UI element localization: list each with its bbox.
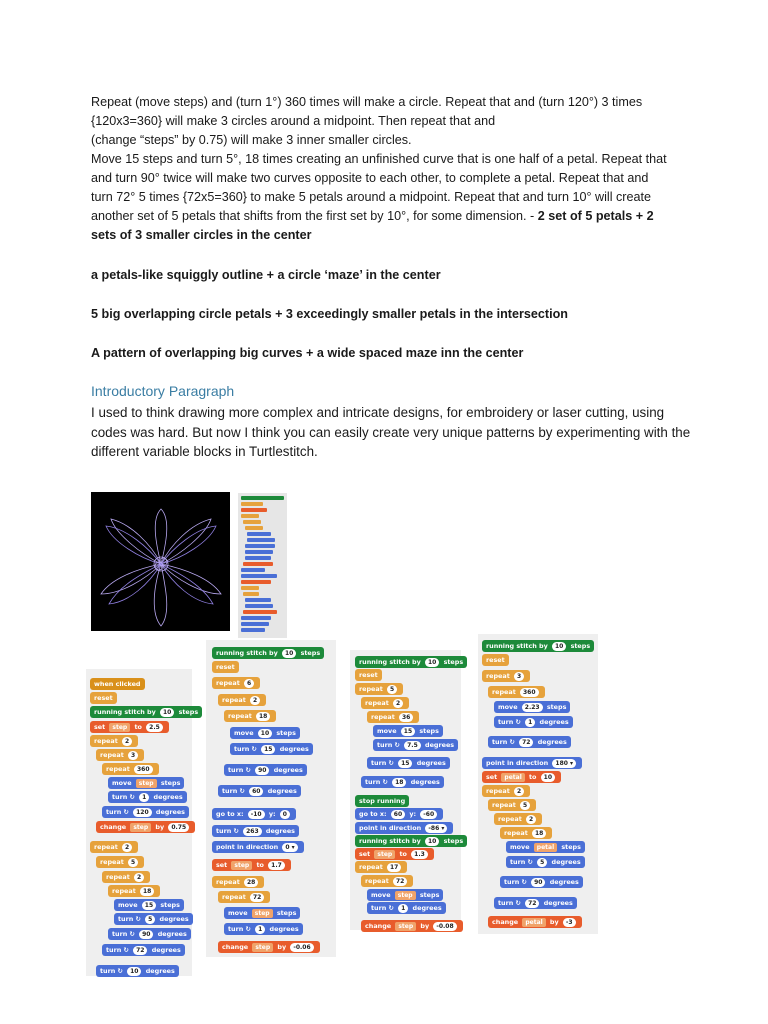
motion-block[interactable] xyxy=(355,808,443,820)
block-label: degrees xyxy=(549,858,581,866)
pattern-render-image xyxy=(91,492,230,631)
variable-block[interactable] xyxy=(361,920,463,932)
block-label: y: xyxy=(407,810,419,818)
control-block[interactable] xyxy=(102,763,159,775)
block-input[interactable]: 72 xyxy=(133,946,147,955)
motion-block[interactable] xyxy=(230,743,313,755)
control-block[interactable] xyxy=(355,683,403,695)
block-label: degrees xyxy=(153,808,185,816)
variable-dropdown[interactable]: petal xyxy=(534,843,557,852)
block-label: repeat xyxy=(222,893,248,901)
motion-block[interactable] xyxy=(500,876,583,888)
block-input[interactable]: 2.23 xyxy=(522,703,543,712)
motion-block[interactable] xyxy=(355,822,453,834)
para-line: (change “steps” by 0.75) will make 3 inner smaller circles. xyxy=(91,133,412,147)
block-input[interactable]: 90 xyxy=(255,766,269,775)
script-panel-3 xyxy=(350,650,464,930)
block-label: turn ↻ xyxy=(100,967,126,975)
variable-dropdown[interactable]: step xyxy=(136,779,157,788)
block-label: repeat xyxy=(228,712,254,720)
block-label: move xyxy=(228,909,250,917)
block-label: turn ↻ xyxy=(228,766,254,774)
block-label: turn ↻ xyxy=(234,745,260,753)
block-label: turn ↻ xyxy=(492,738,518,746)
block-label: repeat xyxy=(365,877,391,885)
control-block[interactable] xyxy=(108,885,160,897)
variable-block[interactable] xyxy=(90,721,169,733)
block-label: turn ↻ xyxy=(365,778,391,786)
control-block[interactable] xyxy=(218,891,270,903)
block-label: degrees xyxy=(537,718,569,726)
block-input[interactable]: 7.5 xyxy=(404,741,421,750)
control-block[interactable] xyxy=(494,813,542,825)
block-input[interactable]: 1 xyxy=(525,718,535,727)
motion-block[interactable] xyxy=(212,841,304,853)
block-label: move xyxy=(510,843,532,851)
block-label: degrees xyxy=(149,946,181,954)
pen-block[interactable] xyxy=(90,706,202,718)
block-input[interactable]: 3 xyxy=(514,672,524,681)
block-input[interactable]: 1.3 xyxy=(411,850,428,859)
motion-block[interactable] xyxy=(506,841,585,853)
block-input[interactable]: 0 ▾ xyxy=(282,843,297,852)
block-label: move xyxy=(371,891,393,899)
block-input[interactable]: -60 xyxy=(420,810,437,819)
block-label: degrees xyxy=(277,745,309,753)
block-label: move xyxy=(234,729,256,737)
block-label: repeat xyxy=(498,815,524,823)
control-block[interactable] xyxy=(355,861,407,873)
block-label: set xyxy=(216,861,230,869)
para-bold: sets of 3 smaller circles in the center xyxy=(91,228,312,242)
block-label: reset xyxy=(216,663,235,671)
control-block[interactable] xyxy=(96,749,144,761)
block-label: turn ↻ xyxy=(498,718,524,726)
control-block[interactable] xyxy=(218,694,266,706)
block-label: repeat xyxy=(216,679,242,687)
block-label: repeat xyxy=(365,699,391,707)
block-label: turn ↻ xyxy=(106,808,132,816)
block-input[interactable]: 90 xyxy=(531,878,545,887)
block-label: steps xyxy=(298,649,321,657)
block-input[interactable]: 90 xyxy=(139,930,153,939)
block-label: set xyxy=(94,723,108,731)
block-label: steps xyxy=(568,642,591,650)
motion-block[interactable] xyxy=(367,902,446,914)
variable-block[interactable] xyxy=(212,859,291,871)
block-label: repeat xyxy=(222,696,248,704)
pattern-description-2: a petals-like squiggly outline + a circle ‘maze’ in the center xyxy=(91,268,441,282)
block-label: degrees xyxy=(265,787,297,795)
block-label: reset xyxy=(359,671,378,679)
block-label: set xyxy=(486,773,500,781)
block-label: degrees xyxy=(267,925,299,933)
block-label: degrees xyxy=(155,930,187,938)
control-block[interactable] xyxy=(361,875,413,887)
para-line xyxy=(91,207,691,226)
block-label: clicked xyxy=(115,680,141,688)
block-input[interactable]: 10 xyxy=(425,658,439,667)
block-input[interactable]: 180 ▾ xyxy=(552,759,576,768)
control-block[interactable] xyxy=(212,677,260,689)
para-line: and turn 90° twice will make two curves opposite to each other, to complete a petal. Repeat that and xyxy=(91,171,649,185)
block-label: repeat xyxy=(94,843,120,851)
block-label: turn ↻ xyxy=(106,946,132,954)
block-label: change xyxy=(222,943,251,951)
motion-block[interactable] xyxy=(494,897,577,909)
para-line: Repeat (move steps) and (turn 1°) 360 times will make a circle. Repeat that and (turn 120°) 3 times xyxy=(91,95,643,109)
block-label: when xyxy=(94,680,116,688)
pen-block[interactable] xyxy=(355,835,467,847)
block-label: to xyxy=(397,850,410,858)
block-label: steps xyxy=(417,891,440,899)
motion-block[interactable] xyxy=(230,727,300,739)
block-label: steps xyxy=(274,729,296,737)
motion-block[interactable] xyxy=(102,944,185,956)
block-input[interactable]: 15 xyxy=(401,727,415,736)
motion-block[interactable] xyxy=(373,739,458,751)
block-input[interactable]: 72 xyxy=(519,738,533,747)
para-line: {120x3=360} will make 3 circles around a midpoint. Then repeat that and xyxy=(91,114,496,128)
variable-block[interactable] xyxy=(482,771,561,783)
block-input[interactable]: 18 xyxy=(256,712,270,721)
motion-block[interactable] xyxy=(114,899,184,911)
motion-block[interactable] xyxy=(108,928,191,940)
block-input[interactable]: 10 xyxy=(127,967,141,976)
motion-block[interactable] xyxy=(96,965,179,977)
control-block[interactable] xyxy=(212,661,239,673)
block-label: point in direction xyxy=(486,759,551,767)
variable-dropdown[interactable]: step xyxy=(374,850,395,859)
control-block[interactable] xyxy=(482,785,530,797)
variable-dropdown[interactable]: step xyxy=(252,943,273,952)
block-label: move xyxy=(498,703,520,711)
block-input[interactable]: 60 xyxy=(391,810,405,819)
control-block[interactable] xyxy=(361,697,409,709)
block-label: repeat xyxy=(112,887,138,895)
block-input[interactable]: 15 xyxy=(261,745,275,754)
pen-block[interactable] xyxy=(482,640,594,652)
block-label: repeat xyxy=(486,787,512,795)
block-label: change xyxy=(492,918,521,926)
block-input[interactable]: 1 xyxy=(398,904,408,913)
block-input[interactable]: 6 xyxy=(244,679,254,688)
block-label: turn ↻ xyxy=(510,858,536,866)
block-input[interactable]: 2 xyxy=(122,737,132,746)
block-label: turn ↻ xyxy=(504,878,530,886)
script-thumbnail xyxy=(238,493,287,638)
block-label: steps xyxy=(559,843,581,851)
block-label: turn ↻ xyxy=(118,915,144,923)
block-label: repeat xyxy=(106,765,132,773)
block-input[interactable]: -86 ▾ xyxy=(425,824,447,833)
block-label: degrees xyxy=(263,827,295,835)
block-label: reset xyxy=(94,694,113,702)
motion-block[interactable] xyxy=(114,913,193,925)
block-input[interactable]: 2 xyxy=(514,787,524,796)
pattern-description-3: 5 big overlapping circle petals + 3 exceedingly smaller petals in the intersection xyxy=(91,307,568,321)
variable-dropdown[interactable]: step xyxy=(130,823,151,832)
para-line: turn 72° 5 times {72x5=360} to make 5 petals around a midpoint. Repeat that and turn 10° will create xyxy=(91,190,651,204)
control-block[interactable] xyxy=(367,711,419,723)
block-input[interactable]: 10 xyxy=(425,837,439,846)
block-label: degrees xyxy=(535,738,567,746)
control-block[interactable] xyxy=(488,686,545,698)
block-label: turn ↻ xyxy=(222,787,248,795)
block-label: to xyxy=(132,723,145,731)
motion-block[interactable] xyxy=(102,806,189,818)
block-input[interactable]: -3 xyxy=(563,918,576,927)
block-label: degrees xyxy=(408,778,440,786)
block-input[interactable]: 2.5 xyxy=(146,723,163,732)
block-label: repeat xyxy=(216,878,242,886)
block-label: degrees xyxy=(414,759,446,767)
motion-block[interactable] xyxy=(367,757,450,769)
block-input[interactable]: 2 xyxy=(526,815,536,824)
block-label: steps xyxy=(441,658,464,666)
motion-block[interactable] xyxy=(218,785,301,797)
motion-block[interactable] xyxy=(482,757,582,769)
block-input[interactable]: 60 xyxy=(249,787,263,796)
block-input[interactable]: 10 xyxy=(282,649,296,658)
block-label: degrees xyxy=(541,899,573,907)
variable-dropdown[interactable]: step xyxy=(252,909,273,918)
block-input[interactable]: 18 xyxy=(532,829,546,838)
block-label: by xyxy=(547,918,561,926)
variable-dropdown[interactable]: step xyxy=(231,861,252,870)
block-label: to xyxy=(526,773,539,781)
variable-block[interactable] xyxy=(96,821,195,833)
block-input[interactable]: 3 xyxy=(128,751,138,760)
block-input[interactable]: 28 xyxy=(244,878,258,887)
motion-block[interactable] xyxy=(367,889,443,901)
intro-paragraph: I used to think drawing more complex and intricate designs, for embroidery or laser cutting, using codes was hard. But now I think you can easily create very unique patterns by experimenting with the different variable blocks in Turtlestitch. xyxy=(91,405,691,459)
block-input[interactable]: -0.08 xyxy=(433,922,456,931)
block-label: turn ↻ xyxy=(112,793,138,801)
block-label: point in direction xyxy=(216,843,281,851)
block-label: degrees xyxy=(271,766,303,774)
block-label: steps xyxy=(544,703,567,711)
block-label: point in direction xyxy=(359,824,424,832)
block-input[interactable]: 2 xyxy=(250,696,260,705)
block-input[interactable]: 0.75 xyxy=(168,823,189,832)
control-block[interactable] xyxy=(482,670,530,682)
block-label: steps xyxy=(158,779,181,787)
block-label: steps xyxy=(417,727,439,735)
pen-block[interactable] xyxy=(355,656,467,668)
block-label: steps xyxy=(441,837,464,845)
block-input[interactable]: 1 xyxy=(139,793,149,802)
block-input[interactable]: -10 xyxy=(248,810,265,819)
block-label: steps xyxy=(274,909,297,917)
block-label: move xyxy=(377,727,399,735)
control-block[interactable] xyxy=(90,692,117,704)
block-label: repeat xyxy=(94,737,120,745)
block-label: repeat xyxy=(486,672,512,680)
pen-block[interactable] xyxy=(355,795,409,807)
control-block[interactable] xyxy=(96,856,144,868)
block-input[interactable]: 360 xyxy=(520,688,539,697)
block-label: by xyxy=(418,922,432,930)
block-label: turn ↻ xyxy=(112,930,138,938)
block-label: running stitch by xyxy=(359,837,423,845)
block-label: turn ↻ xyxy=(371,904,397,912)
block-label: repeat xyxy=(100,858,126,866)
block-input[interactable]: 10 xyxy=(160,708,174,717)
block-label: running stitch by xyxy=(486,642,550,650)
block-input[interactable]: 10 xyxy=(552,642,566,651)
block-input[interactable]: 5 xyxy=(145,915,155,924)
variable-dropdown[interactable]: step xyxy=(395,922,416,931)
motion-block[interactable] xyxy=(212,808,296,820)
block-input[interactable]: 5 xyxy=(520,801,530,810)
section-heading: Introductory Paragraph xyxy=(91,383,235,399)
variable-dropdown[interactable]: step xyxy=(395,891,416,900)
block-label: repeat xyxy=(106,873,132,881)
block-label: turn ↻ xyxy=(216,827,242,835)
event-block[interactable] xyxy=(90,678,145,690)
block-input[interactable]: -0.06 xyxy=(290,943,313,952)
block-input[interactable]: 15 xyxy=(142,901,156,910)
block-label: repeat xyxy=(359,863,385,871)
motion-block[interactable] xyxy=(224,907,300,919)
pen-block[interactable] xyxy=(212,647,324,659)
block-input[interactable]: 120 xyxy=(133,808,152,817)
motion-block[interactable] xyxy=(224,923,303,935)
para-line xyxy=(91,226,691,245)
block-label: set xyxy=(359,850,373,858)
block-label: move xyxy=(118,901,140,909)
block-label: steps xyxy=(176,708,199,716)
block-input[interactable]: 2 xyxy=(122,843,132,852)
control-block[interactable] xyxy=(90,735,138,747)
block-label: degrees xyxy=(151,793,183,801)
block-input[interactable]: 5 xyxy=(128,858,138,867)
control-block[interactable] xyxy=(212,876,264,888)
block-label: by xyxy=(153,823,167,831)
block-label: repeat xyxy=(371,713,397,721)
block-label: degrees xyxy=(143,967,175,975)
block-label: turn ↻ xyxy=(371,759,397,767)
block-label: turn ↻ xyxy=(228,925,254,933)
block-label: repeat xyxy=(492,688,518,696)
script-panel-2 xyxy=(206,640,336,957)
block-input[interactable]: 36 xyxy=(399,713,413,722)
control-block[interactable] xyxy=(488,799,536,811)
para-line: Move 15 steps and turn 5°, 18 times creating an unfinished curve that is one half of a petal. Repeat that xyxy=(91,152,667,166)
script-panel-4 xyxy=(478,634,598,934)
script-panel-1 xyxy=(86,669,199,976)
block-input[interactable]: 5 xyxy=(387,685,397,694)
para-text: another set of 5 petals that shifts from the first set by 10°, for some dimension. - xyxy=(91,209,538,223)
para-bold: 2 set of 5 petals + 2 xyxy=(537,209,654,223)
block-label: repeat xyxy=(492,801,518,809)
block-input[interactable]: 72 xyxy=(250,893,264,902)
block-label: go to x: xyxy=(216,810,246,818)
block-label: move xyxy=(112,779,134,787)
control-block[interactable] xyxy=(482,654,509,666)
block-label: by xyxy=(275,943,289,951)
block-label: degrees xyxy=(410,904,442,912)
control-block[interactable] xyxy=(500,827,552,839)
block-label: repeat xyxy=(504,829,530,837)
block-label: turn ↻ xyxy=(377,741,403,749)
block-label: change xyxy=(100,823,129,831)
block-input[interactable]: 1 xyxy=(255,925,265,934)
description-paragraph xyxy=(91,93,691,245)
variable-block[interactable] xyxy=(355,848,434,860)
block-input[interactable]: 360 xyxy=(134,765,153,774)
block-label: running stitch by xyxy=(216,649,280,657)
pattern-description-4: A pattern of overlapping big curves + a wide spaced maze inn the center xyxy=(91,346,524,360)
motion-block[interactable] xyxy=(108,791,187,803)
control-block[interactable] xyxy=(102,871,150,883)
block-input[interactable]: 263 xyxy=(243,827,262,836)
block-label: degrees xyxy=(422,741,455,749)
block-label: change xyxy=(365,922,394,930)
block-label: degrees xyxy=(547,878,579,886)
motion-block[interactable] xyxy=(494,701,570,713)
block-label: repeat xyxy=(359,685,385,693)
motion-block[interactable] xyxy=(506,856,585,868)
block-label: running stitch by xyxy=(94,708,158,716)
block-label: go to x: xyxy=(359,810,389,818)
block-input[interactable]: 2 xyxy=(134,873,144,882)
motion-block[interactable] xyxy=(361,776,444,788)
motion-block[interactable] xyxy=(373,725,443,737)
control-block[interactable] xyxy=(355,669,382,681)
block-label: to xyxy=(254,861,267,869)
variable-block[interactable] xyxy=(488,916,582,928)
block-label: turn ↻ xyxy=(498,899,524,907)
block-input[interactable]: 1.7 xyxy=(268,861,285,870)
block-label: repeat xyxy=(100,751,126,759)
block-label: degrees xyxy=(157,915,189,923)
variable-dropdown[interactable]: petal xyxy=(522,918,545,927)
block-label: steps xyxy=(158,901,180,909)
block-input[interactable]: 18 xyxy=(140,887,154,896)
control-block[interactable] xyxy=(224,710,276,722)
block-label: stop running xyxy=(359,797,406,805)
petal-pattern-svg xyxy=(91,492,230,631)
motion-block[interactable] xyxy=(494,716,573,728)
motion-block[interactable] xyxy=(488,736,571,748)
block-input[interactable]: 17 xyxy=(387,863,401,872)
block-input[interactable]: 18 xyxy=(392,778,406,787)
block-input[interactable]: 10 xyxy=(541,773,555,782)
control-block[interactable] xyxy=(90,841,138,853)
motion-block[interactable] xyxy=(108,777,184,789)
variable-block[interactable] xyxy=(218,941,320,953)
block-input[interactable]: 0 xyxy=(280,810,290,819)
block-input[interactable]: 15 xyxy=(398,759,412,768)
block-input[interactable]: 10 xyxy=(258,729,272,738)
block-input[interactable]: 2 xyxy=(393,699,403,708)
block-input[interactable]: 72 xyxy=(525,899,539,908)
block-label: y: xyxy=(266,810,278,818)
motion-block[interactable] xyxy=(224,764,307,776)
block-input[interactable]: 72 xyxy=(393,877,407,886)
block-input[interactable]: 5 xyxy=(537,858,547,867)
variable-dropdown[interactable]: petal xyxy=(501,773,524,782)
variable-dropdown[interactable]: step xyxy=(109,723,130,732)
block-label: running stitch by xyxy=(359,658,423,666)
block-label: reset xyxy=(486,656,505,664)
motion-block[interactable] xyxy=(212,825,299,837)
